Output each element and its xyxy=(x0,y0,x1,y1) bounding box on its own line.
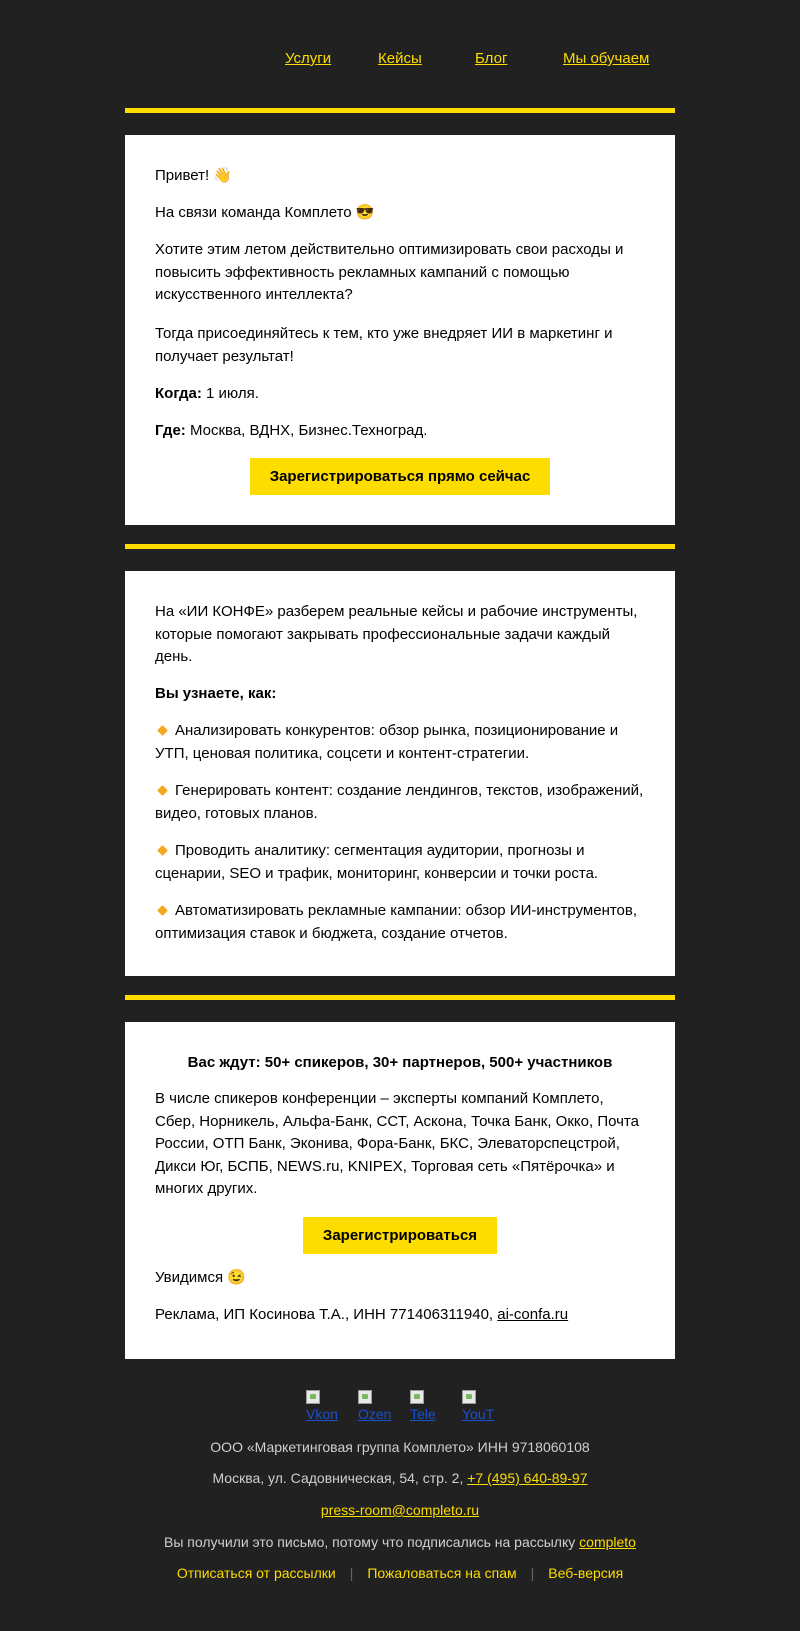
broken-image-icon xyxy=(358,1390,372,1404)
broken-image-icon xyxy=(462,1390,476,1404)
address-line xyxy=(0,1470,800,1486)
diamond-bullet-icon xyxy=(157,905,168,916)
social-alt-text: Tele xyxy=(410,1406,436,1422)
diamond-bullet-icon xyxy=(157,785,168,796)
when-label: Когда: xyxy=(155,385,202,402)
when-value: 1 июля. xyxy=(201,385,259,402)
list-item-text: Анализировать конкурентов: обзор рынка, позиционирование и УТП, ценовая политика, соцсети и контент-стратегии. xyxy=(155,722,619,762)
team-text: На связи команда Комплето 😎 xyxy=(155,204,375,221)
conference-intro-text: На «ИИ КОНФЕ» разберем реальные кейсы и рабочие инструменты, которые помогают закрывать профессиональные задачи каждый день. xyxy=(155,603,638,665)
program-card xyxy=(125,571,675,976)
social-alt-text: Ozen xyxy=(358,1406,392,1422)
ai-confa-link[interactable]: ai-confa.ru xyxy=(497,1306,569,1323)
learn-heading: Вы узнаете, как: xyxy=(155,685,277,702)
speakers-card xyxy=(125,1022,675,1359)
ad-text: Реклама, ИП Косинова Т.А., ИНН 771406311940, xyxy=(155,1306,498,1323)
social-alt-text: YouT xyxy=(462,1406,495,1422)
question-text: Хотите этим летом действительно оптимизировать свои расходы и повысить эффективность рекламных кампаний с помощью искусственного интеллекта? xyxy=(155,241,624,303)
greeting-text: Привет! 👋 xyxy=(155,167,233,184)
subscription-reason xyxy=(0,1534,800,1550)
report-spam-link[interactable]: Пожаловаться на спам xyxy=(367,1565,517,1581)
when-line xyxy=(155,383,645,406)
youtube-icon[interactable] xyxy=(462,1390,496,1426)
list-item xyxy=(155,840,645,885)
register-now-button[interactable]: Зарегистрироваться прямо сейчас xyxy=(250,458,550,495)
divider-line xyxy=(125,995,675,1000)
list-item-text: Автоматизировать рекламные кампании: обзор ИИ-инструментов, оптимизация ставок и бюджета, создание отчетов. xyxy=(155,902,638,942)
ad-line xyxy=(155,1304,645,1327)
list-item-text: Проводить аналитику: сегментация аудитории, прогнозы и сценарии, SEO и трафик, мониторинг, конверсии и точки роста. xyxy=(155,842,599,882)
diamond-bullet-icon xyxy=(157,845,168,856)
register-button[interactable]: Зарегистрироваться xyxy=(303,1217,497,1254)
unsubscribe-link[interactable]: Отписаться от рассылки xyxy=(176,1565,336,1581)
email-line xyxy=(0,1502,800,1518)
phone-link[interactable]: +7 (495) 640-89-97 xyxy=(467,1470,588,1486)
completo-link[interactable]: completo xyxy=(579,1534,636,1550)
separator: | xyxy=(530,1565,535,1581)
vk-icon[interactable] xyxy=(306,1390,340,1426)
reason-text: Вы получили это письмо, потому что подписались на рассылку xyxy=(164,1534,580,1550)
separator: | xyxy=(349,1565,354,1581)
nav-item-blog[interactable]: Блог xyxy=(475,50,508,67)
nav-item-cases[interactable]: Кейсы xyxy=(378,50,422,67)
where-line xyxy=(155,420,645,443)
divider-line xyxy=(125,108,675,113)
dzen-icon[interactable] xyxy=(358,1390,392,1426)
speakers-text: В числе спикеров конференции – эксперты компаний Комплето, Сбер, Норникель, Альфа-Банк, ССТ, Аскона, Точка Банк, Окко, Почта России, ОТП Банк, Эконива, Фора-Банк, БКС, Элеваторспецстрой, Дикси Юг, БСПБ, NEWS.ru, KNIPEX, Торговая сеть «Пятёрочка» и многих других. xyxy=(155,1090,639,1197)
footer-links xyxy=(0,1565,800,1581)
diamond-bullet-icon xyxy=(157,725,168,736)
goodbye-text: Увидимся 😉 xyxy=(155,1269,246,1286)
divider-line xyxy=(125,544,675,549)
list-item xyxy=(155,720,645,765)
where-value: Москва, ВДНХ, Бизнес.Техноград. xyxy=(185,422,428,439)
address-text: Москва, ул. Садовническая, 54, стр. 2, xyxy=(212,1470,468,1486)
nav-item-services[interactable]: Услуги xyxy=(285,50,332,67)
email-link[interactable]: press-room@completo.ru xyxy=(320,1502,480,1518)
nav-item-training[interactable]: Мы обучаем xyxy=(563,50,650,67)
company-info: ООО «Маркетинговая группа Комплето» ИНН 9718060108 xyxy=(210,1439,590,1455)
web-version-link[interactable]: Веб-версия xyxy=(548,1565,624,1581)
where-label: Где: xyxy=(155,422,186,439)
social-alt-text: Vkon xyxy=(306,1406,338,1422)
speakers-heading: Вас ждут: 50+ спикеров, 30+ партнеров, 500+ участников xyxy=(187,1054,613,1071)
broken-image-icon xyxy=(410,1390,424,1404)
list-item xyxy=(155,900,645,945)
list-item-text: Генерировать контент: создание лендингов, текстов, изображений, видео, готовых планов. xyxy=(155,782,644,822)
top-nav xyxy=(0,50,800,72)
invite-text: Тогда присоединяйтесь к тем, кто уже внедряет ИИ в маркетинг и получает результат! xyxy=(155,325,613,365)
telegram-icon[interactable] xyxy=(410,1390,444,1426)
list-item xyxy=(155,780,645,825)
broken-image-icon xyxy=(306,1390,320,1404)
intro-card xyxy=(125,135,675,525)
